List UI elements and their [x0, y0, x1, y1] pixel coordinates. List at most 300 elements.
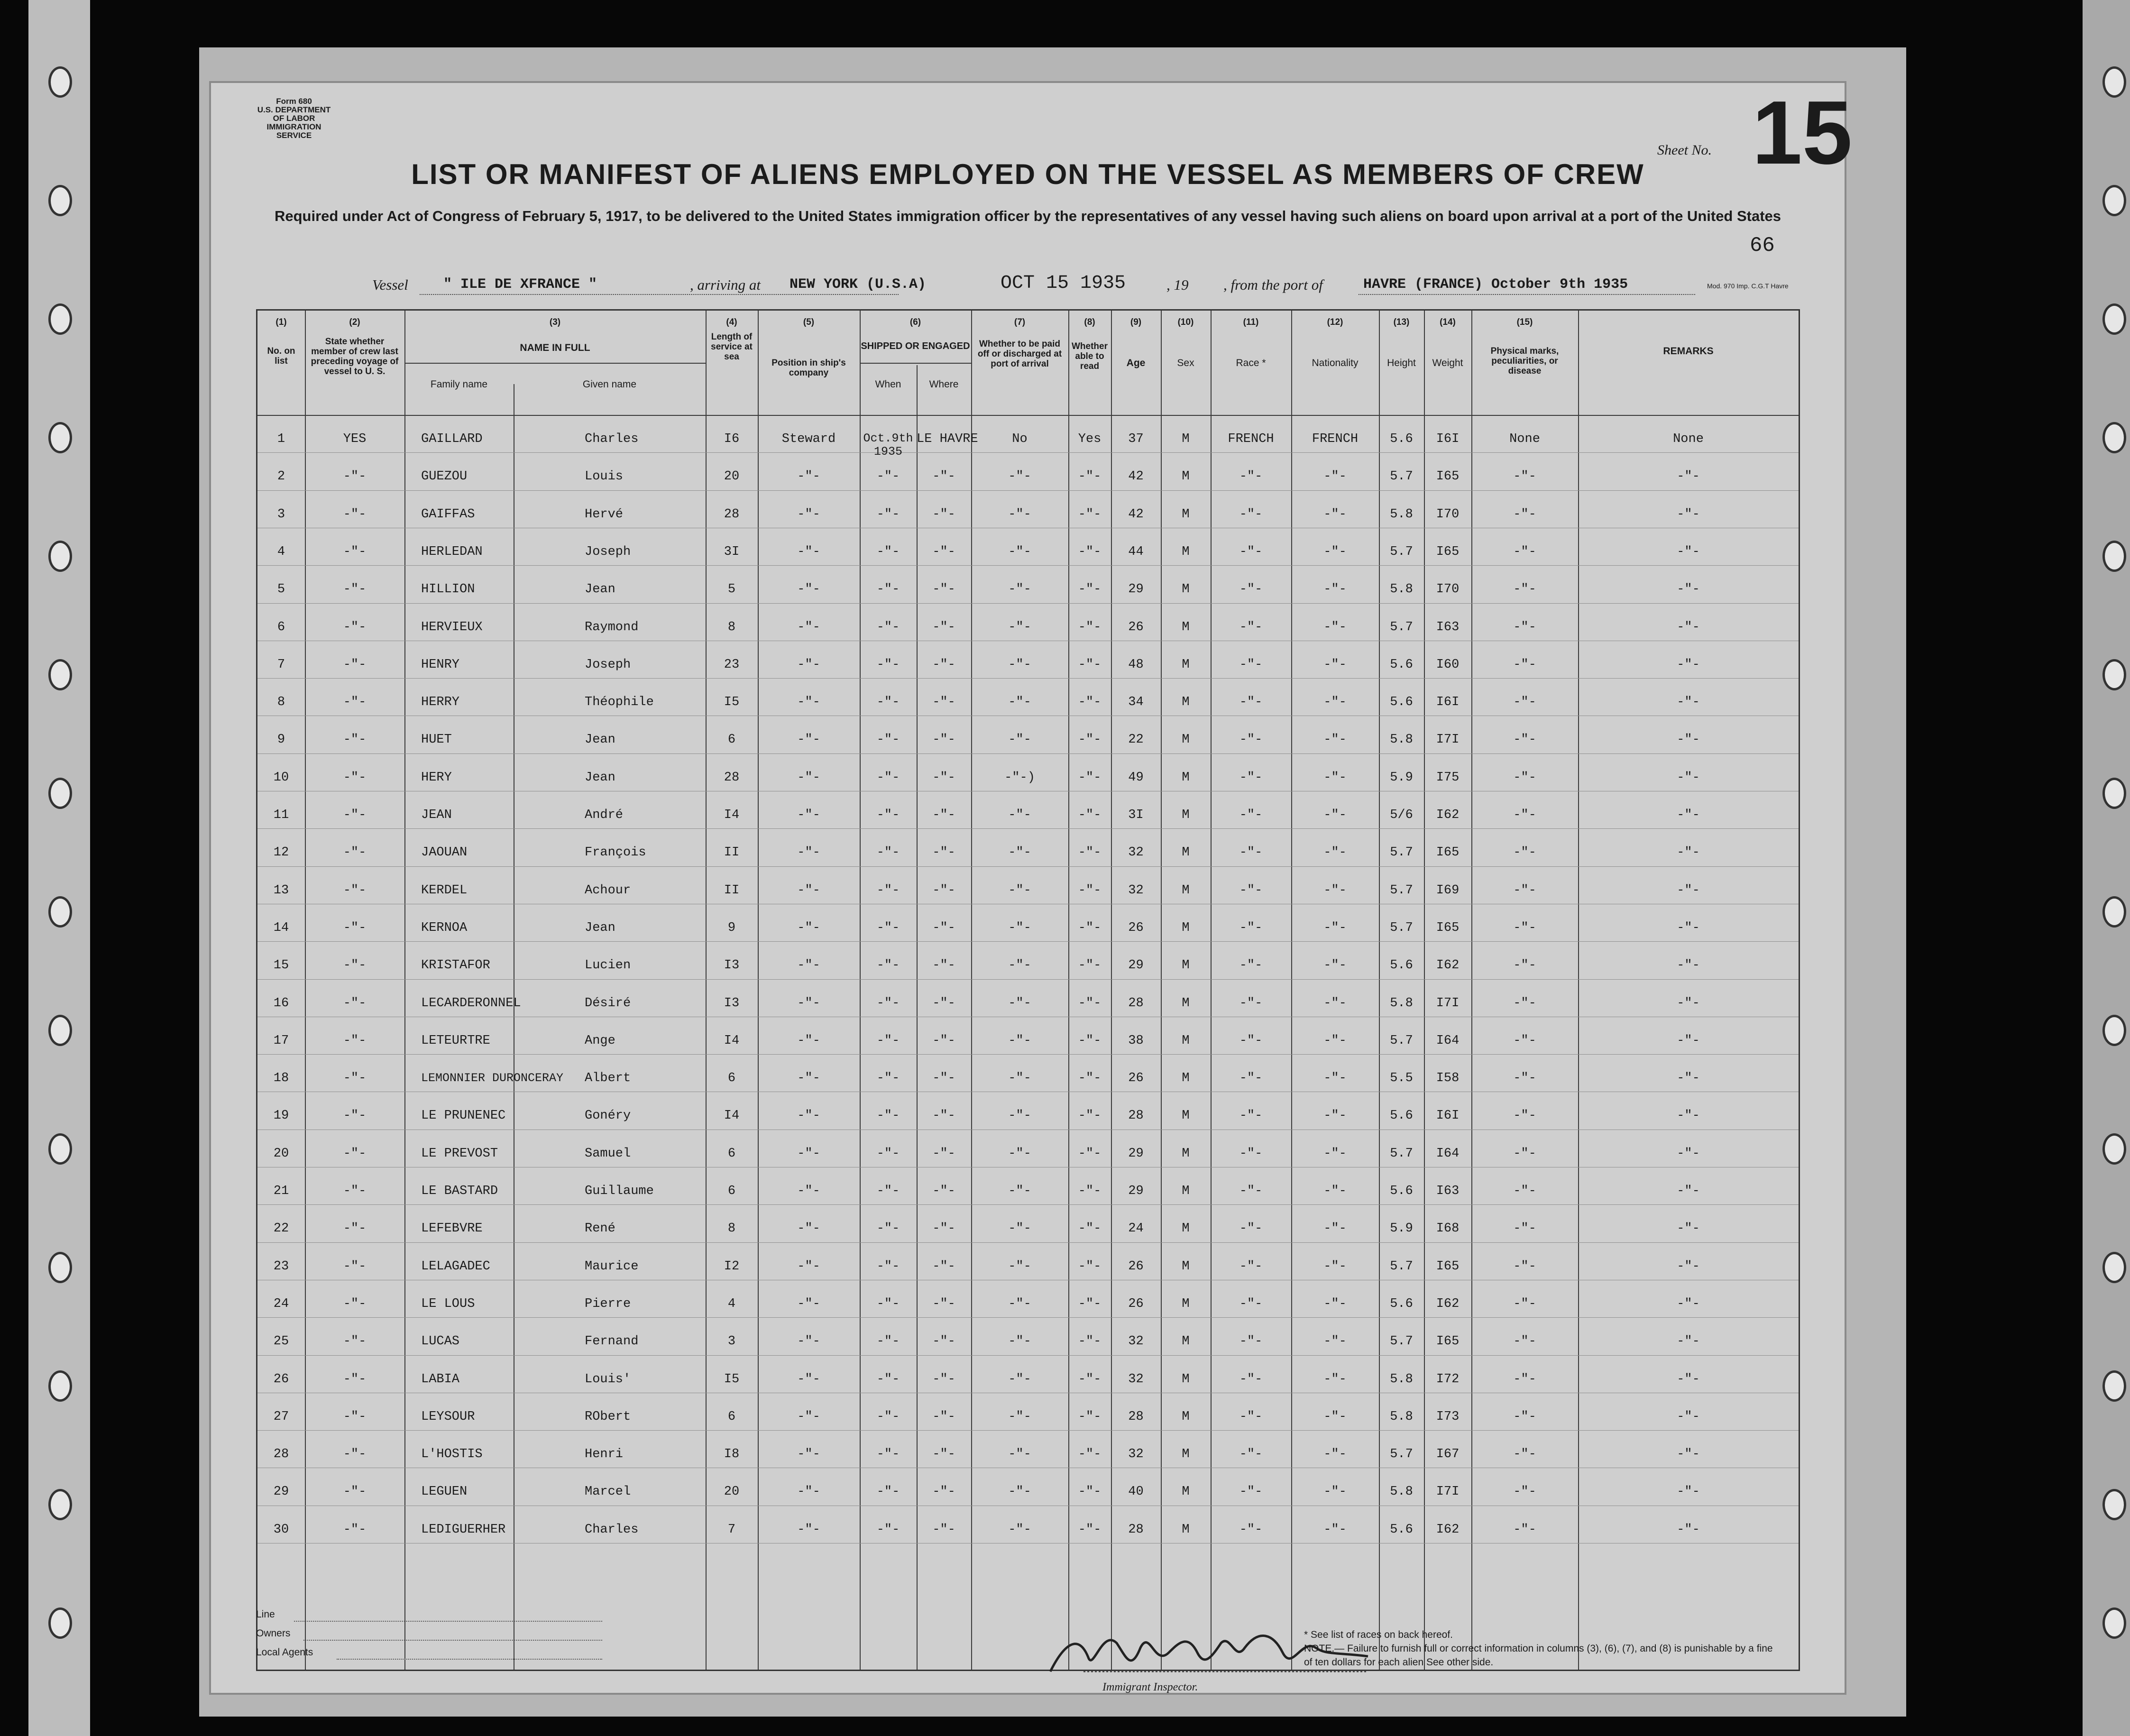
cell-paid: -"-	[1008, 1447, 1031, 1462]
cell-position: -"-	[797, 582, 820, 597]
cell-given: Charles	[585, 432, 639, 446]
cell-no: 19	[273, 1109, 289, 1123]
cell-age: 26	[1128, 920, 1144, 935]
cell-weight: I62	[1436, 1522, 1460, 1537]
cell-where: -"-	[932, 1372, 955, 1387]
cell-when: -"-	[876, 1296, 900, 1311]
colnum-7: (7)	[1014, 317, 1026, 327]
cell-read: -"-	[1078, 469, 1102, 484]
cell-position: Steward	[781, 432, 836, 446]
row-divider	[257, 678, 1799, 679]
cell-length: 9	[727, 920, 736, 935]
cell-position: -"-	[797, 1372, 820, 1387]
cell-position: -"-	[797, 507, 820, 522]
cell-marks: -"-	[1513, 1033, 1536, 1048]
cell-sex: M	[1182, 845, 1190, 860]
cell-where: -"-	[932, 883, 955, 898]
cell-height: 5.5	[1390, 1071, 1413, 1086]
cell-where: -"-	[932, 582, 955, 597]
cell-state: -"-	[343, 883, 367, 898]
cell-state: -"-	[343, 1033, 367, 1048]
cell-paid: -"-	[1008, 1033, 1031, 1048]
cell-nationality: -"-	[1323, 733, 1347, 747]
cell-remarks: -"-	[1677, 1409, 1700, 1424]
cell-family: LETEURTRE	[421, 1033, 490, 1048]
cell-no: 15	[273, 958, 289, 973]
cell-remarks: -"-	[1677, 1071, 1700, 1086]
cell-length: I4	[724, 1109, 740, 1123]
cell-remarks: -"-	[1677, 1184, 1700, 1198]
cell-marks: -"-	[1513, 1522, 1536, 1537]
hdr-name-in-full: NAME IN FULL	[520, 342, 590, 353]
cell-nationality: -"-	[1323, 1259, 1347, 1274]
cell-family: HUET	[421, 733, 452, 747]
hdr-where: Where	[929, 379, 959, 390]
cell-position: -"-	[797, 544, 820, 559]
film-hole	[2102, 1252, 2126, 1283]
cell-where: -"-	[932, 808, 955, 822]
cell-remarks: -"-	[1677, 770, 1700, 785]
cell-where: -"-	[932, 507, 955, 522]
cell-weight: I68	[1436, 1222, 1460, 1236]
cell-no: 7	[277, 657, 285, 672]
cell-length: 8	[727, 1222, 736, 1236]
cell-length: 3I	[724, 544, 740, 559]
cell-when: -"-	[876, 1259, 900, 1274]
cell-age: 26	[1128, 1259, 1144, 1274]
local-agents-label: Local Agents	[256, 1647, 313, 1658]
colnum-10: (10)	[1177, 317, 1194, 327]
cell-when: -"-	[876, 1109, 900, 1123]
cell-sex: M	[1182, 1409, 1190, 1424]
cell-paid: -"-	[1008, 582, 1031, 597]
cell-age: 32	[1128, 883, 1144, 898]
cell-height: 5.7	[1390, 469, 1413, 484]
cell-no: 2	[277, 469, 285, 484]
cell-family: HERVIEUX	[421, 620, 483, 634]
cell-nationality: -"-	[1323, 1146, 1347, 1161]
sheet-number: 15	[1752, 83, 1853, 183]
cell-when: -"-	[876, 620, 900, 634]
cell-age: 26	[1128, 620, 1144, 634]
cell-remarks: -"-	[1677, 1372, 1700, 1387]
cell-length: I3	[724, 958, 740, 973]
cell-length: 6	[727, 1184, 736, 1198]
cell-nationality: -"-	[1323, 507, 1347, 522]
cell-when: -"-	[876, 1447, 900, 1462]
side-number: 66	[1750, 234, 1775, 257]
cell-paid: -"-	[1008, 958, 1031, 973]
cell-read: -"-	[1078, 582, 1102, 597]
cell-position: -"-	[797, 1296, 820, 1311]
colnum-13: (13)	[1393, 317, 1410, 327]
cell-age: 28	[1128, 996, 1144, 1010]
cell-age: 44	[1128, 544, 1144, 559]
cell-when: -"-	[876, 996, 900, 1010]
cell-sex: M	[1182, 432, 1190, 446]
footnote	[1304, 1628, 1778, 1669]
cell-paid: -"-	[1008, 733, 1031, 747]
cell-race: -"-	[1239, 695, 1263, 710]
cell-sex: M	[1182, 1447, 1190, 1462]
page-subtitle: Required under Act of Congress of February 5, 1917, to be delivered to the United States immigration officer by the representatives of any vessel having such aliens on board upon arrival at a port of the United States	[274, 208, 1781, 224]
cell-read: -"-	[1078, 1071, 1102, 1086]
cell-read: -"-	[1078, 996, 1102, 1010]
cell-where: -"-	[932, 1109, 955, 1123]
cell-height: 5.8	[1390, 1409, 1413, 1424]
cell-nationality: -"-	[1323, 1409, 1347, 1424]
cell-state: -"-	[343, 958, 367, 973]
cell-remarks: -"-	[1677, 883, 1700, 898]
cell-paid: -"-	[1008, 1485, 1031, 1499]
cell-height: 5.6	[1390, 432, 1413, 446]
cell-marks: -"-	[1513, 1184, 1536, 1198]
vessel-label: Vessel	[372, 276, 408, 293]
cell-remarks: -"-	[1677, 1109, 1700, 1123]
cell-sex: M	[1182, 1184, 1190, 1198]
cell-weight: I65	[1436, 1259, 1460, 1274]
printer-mark: Mod. 970 Imp. C.G.T Havre	[1707, 282, 1789, 290]
from-label: , from the port of	[1223, 276, 1323, 293]
cell-given: Pierre	[585, 1296, 631, 1311]
film-hole	[48, 303, 72, 335]
row-divider	[257, 1242, 1799, 1243]
cell-marks: -"-	[1513, 1372, 1536, 1387]
cell-no: 13	[273, 883, 289, 898]
cell-height: 5.8	[1390, 1372, 1413, 1387]
cell-read: -"-	[1078, 1372, 1102, 1387]
cell-remarks: -"-	[1677, 845, 1700, 860]
cell-weight: I7I	[1436, 996, 1460, 1010]
hdr-length-service: Length of service at sea	[711, 332, 753, 362]
film-hole	[48, 422, 72, 453]
cell-marks: -"-	[1513, 695, 1536, 710]
cell-state: -"-	[343, 1222, 367, 1236]
cell-when: -"-	[876, 1334, 900, 1349]
cell-height: 5.7	[1390, 1146, 1413, 1161]
cell-given: Maurice	[585, 1259, 639, 1274]
film-hole	[2102, 1607, 2126, 1639]
cell-paid: -"-	[1008, 920, 1031, 935]
cell-when: Oct.9th 1935	[863, 432, 913, 459]
cell-sex: M	[1182, 1222, 1190, 1236]
cell-where: -"-	[932, 1485, 955, 1499]
cell-read: -"-	[1078, 1259, 1102, 1274]
cell-no: 30	[273, 1522, 289, 1537]
cell-race: -"-	[1239, 469, 1263, 484]
cell-marks: -"-	[1513, 620, 1536, 634]
cell-sex: M	[1182, 1259, 1190, 1274]
cell-sex: M	[1182, 920, 1190, 935]
cell-state: -"-	[343, 1522, 367, 1537]
year-label: , 19	[1166, 276, 1189, 293]
film-hole	[48, 1489, 72, 1520]
cell-length: 7	[727, 1522, 736, 1537]
cell-nationality: -"-	[1323, 620, 1347, 634]
cell-family: GAILLARD	[421, 432, 483, 446]
cell-race: -"-	[1239, 1146, 1263, 1161]
cell-when: -"-	[876, 883, 900, 898]
cell-race: FRENCH	[1228, 432, 1274, 446]
cell-height: 5.7	[1390, 544, 1413, 559]
cell-height: 5.6	[1390, 1522, 1413, 1537]
cell-given: Joseph	[585, 657, 631, 672]
film-hole	[2102, 1015, 2126, 1046]
cell-nationality: -"-	[1323, 1109, 1347, 1123]
cell-given: Marcel	[585, 1485, 631, 1499]
film-hole	[2102, 1489, 2126, 1520]
hdr-family-name: Family name	[430, 379, 488, 390]
cell-race: -"-	[1239, 733, 1263, 747]
cell-given: Achour	[585, 883, 631, 898]
cell-marks: None	[1509, 432, 1540, 446]
cell-age: 49	[1128, 770, 1144, 785]
cell-length: II	[724, 845, 740, 860]
cell-read: -"-	[1078, 1447, 1102, 1462]
cell-family: HERY	[421, 770, 452, 785]
cell-weight: I70	[1436, 582, 1460, 597]
cell-paid: -"-	[1008, 544, 1031, 559]
film-hole	[2102, 1370, 2126, 1402]
hdr-no-on-list: No. on list	[267, 346, 295, 366]
cell-marks: -"-	[1513, 770, 1536, 785]
colnum-5: (5)	[803, 317, 815, 327]
cell-no: 27	[273, 1409, 289, 1424]
cell-read: -"-	[1078, 1485, 1102, 1499]
cell-when: -"-	[876, 1071, 900, 1086]
cell-when: -"-	[876, 1485, 900, 1499]
cell-read: -"-	[1078, 1334, 1102, 1349]
cell-no: 6	[277, 620, 285, 634]
cell-weight: I7I	[1436, 1485, 1460, 1499]
cell-position: -"-	[797, 883, 820, 898]
cell-read: -"-	[1078, 808, 1102, 822]
hdr-whether-paid: Whether to be paid off or discharged at port of arrival	[977, 339, 1062, 369]
cell-given: Jean	[585, 733, 615, 747]
cell-sex: M	[1182, 1296, 1190, 1311]
cell-weight: I69	[1436, 883, 1460, 898]
cell-weight: I65	[1436, 544, 1460, 559]
hdr-height: Height	[1387, 358, 1416, 368]
cell-where: -"-	[932, 620, 955, 634]
cell-state: -"-	[343, 695, 367, 710]
cell-age: 24	[1128, 1222, 1144, 1236]
cell-height: 5.7	[1390, 920, 1413, 935]
cell-sex: M	[1182, 469, 1190, 484]
cell-marks: -"-	[1513, 1409, 1536, 1424]
vessel-line	[211, 273, 1845, 301]
cell-family: HILLION	[421, 582, 475, 597]
cell-length: 3	[727, 1334, 736, 1349]
cell-marks: -"-	[1513, 808, 1536, 822]
cell-race: -"-	[1239, 1485, 1263, 1499]
cell-read: -"-	[1078, 1409, 1102, 1424]
cell-paid: -"-	[1008, 845, 1031, 860]
cell-nationality: -"-	[1323, 1485, 1347, 1499]
cell-height: 5.6	[1390, 657, 1413, 672]
cell-weight: I67	[1436, 1447, 1460, 1462]
cell-paid: -"-	[1008, 883, 1031, 898]
cell-where: -"-	[932, 1259, 955, 1274]
cell-family: KERDEL	[421, 883, 468, 898]
film-hole	[48, 1370, 72, 1402]
arriving-label: , arriving at	[690, 276, 761, 293]
cell-state: -"-	[343, 657, 367, 672]
cell-height: 5.6	[1390, 1184, 1413, 1198]
cell-state: -"-	[343, 1334, 367, 1349]
cell-age: 48	[1128, 657, 1144, 672]
cell-length: II	[724, 883, 740, 898]
cell-paid: -"-	[1008, 1372, 1031, 1387]
cell-remarks: -"-	[1677, 1033, 1700, 1048]
cell-marks: -"-	[1513, 1146, 1536, 1161]
cell-state: -"-	[343, 1184, 367, 1198]
colnum-9: (9)	[1130, 317, 1142, 327]
cell-no: 17	[273, 1033, 289, 1048]
cell-given: Fernand	[585, 1334, 639, 1349]
cell-when: -"-	[876, 544, 900, 559]
cell-marks: -"-	[1513, 1296, 1536, 1311]
cell-race: -"-	[1239, 507, 1263, 522]
cell-nationality: -"-	[1323, 582, 1347, 597]
cell-no: 8	[277, 695, 285, 710]
cell-given: Louis	[585, 469, 624, 484]
cell-remarks: -"-	[1677, 469, 1700, 484]
colnum-4: (4)	[726, 317, 737, 327]
row-divider	[257, 603, 1799, 604]
cell-length: 6	[727, 733, 736, 747]
arriving-port: NEW YORK (U.S.A)	[790, 276, 927, 293]
cell-read: -"-	[1078, 657, 1102, 672]
cell-paid: -"-	[1008, 1184, 1031, 1198]
cell-age: 29	[1128, 582, 1144, 597]
cell-paid: -"-	[1008, 1522, 1031, 1537]
cell-read: -"-	[1078, 507, 1102, 522]
cell-remarks: -"-	[1677, 1485, 1700, 1499]
hdr-remarks: REMARKS	[1663, 346, 1714, 357]
row-divider	[257, 452, 1799, 453]
row-divider	[257, 828, 1799, 829]
cell-age: 28	[1128, 1409, 1144, 1424]
cell-height: 5.7	[1390, 1259, 1413, 1274]
cell-race: -"-	[1239, 770, 1263, 785]
cell-no: 1	[277, 432, 285, 446]
cell-marks: -"-	[1513, 469, 1536, 484]
film-hole	[48, 1252, 72, 1283]
film-hole	[2102, 659, 2126, 690]
cell-nationality: -"-	[1323, 1071, 1347, 1086]
cell-family: HERLEDAN	[421, 544, 483, 559]
cell-age: 29	[1128, 1184, 1144, 1198]
cell-length: 4	[727, 1296, 736, 1311]
cell-no: 12	[273, 845, 289, 860]
cell-family: LELAGADEC	[421, 1259, 490, 1274]
cell-sex: M	[1182, 808, 1190, 822]
cell-nationality: -"-	[1323, 996, 1347, 1010]
cell-state: -"-	[343, 1296, 367, 1311]
cell-no: 26	[273, 1372, 289, 1387]
cell-nationality: -"-	[1323, 1033, 1347, 1048]
cell-nationality: -"-	[1323, 1222, 1347, 1236]
cell-given: René	[585, 1222, 615, 1236]
cell-given: Joseph	[585, 544, 631, 559]
cell-sex: M	[1182, 1146, 1190, 1161]
film-hole	[2102, 185, 2126, 216]
cell-sex: M	[1182, 620, 1190, 634]
cell-position: -"-	[797, 845, 820, 860]
cell-length: I8	[724, 1447, 740, 1462]
cell-marks: -"-	[1513, 1447, 1536, 1462]
cell-marks: -"-	[1513, 1222, 1536, 1236]
cell-length: 8	[727, 620, 736, 634]
cell-state: -"-	[343, 1447, 367, 1462]
cell-age: 42	[1128, 507, 1144, 522]
cell-state: -"-	[343, 920, 367, 935]
cell-sex: M	[1182, 657, 1190, 672]
cell-remarks: -"-	[1677, 996, 1700, 1010]
colnum-15: (15)	[1516, 317, 1533, 327]
row-divider	[257, 1204, 1799, 1205]
cell-remarks: -"-	[1677, 1522, 1700, 1537]
cell-race: -"-	[1239, 808, 1263, 822]
cell-weight: I70	[1436, 507, 1460, 522]
cell-age: 28	[1128, 1109, 1144, 1123]
line-label: Line	[256, 1609, 275, 1620]
hdr-weight: Weight	[1432, 358, 1463, 368]
cell-sex: M	[1182, 996, 1190, 1010]
cell-given: André	[585, 808, 624, 822]
colnum-11: (11)	[1243, 317, 1259, 327]
cell-family: LEGUEN	[421, 1485, 468, 1499]
cell-family: GAIFFAS	[421, 507, 475, 522]
cell-read: Yes	[1078, 432, 1102, 446]
cell-paid: -"-	[1008, 620, 1031, 634]
cell-position: -"-	[797, 1071, 820, 1086]
cell-length: 28	[724, 507, 740, 522]
cell-marks: -"-	[1513, 920, 1536, 935]
cell-remarks: -"-	[1677, 1222, 1700, 1236]
cell-weight: I6I	[1436, 432, 1460, 446]
cell-state: -"-	[343, 469, 367, 484]
cell-state: -"-	[343, 808, 367, 822]
cell-given: RObert	[585, 1409, 631, 1424]
cell-given: Louis'	[585, 1372, 631, 1387]
cell-given: Charles	[585, 1522, 639, 1537]
cell-state: -"-	[343, 845, 367, 860]
film-hole	[2102, 1133, 2126, 1165]
row-divider	[257, 565, 1799, 566]
cell-remarks: -"-	[1677, 544, 1700, 559]
cell-weight: I58	[1436, 1071, 1460, 1086]
cell-position: -"-	[797, 1334, 820, 1349]
cell-no: 28	[273, 1447, 289, 1462]
colnum-12: (12)	[1327, 317, 1343, 327]
cell-nationality: -"-	[1323, 1447, 1347, 1462]
cell-where: -"-	[932, 657, 955, 672]
cell-when: -"-	[876, 770, 900, 785]
cell-age: 29	[1128, 958, 1144, 973]
hdr-sex: Sex	[1177, 358, 1194, 368]
cell-height: 5.6	[1390, 1296, 1413, 1311]
cell-age: 32	[1128, 1372, 1144, 1387]
cell-remarks: None	[1673, 432, 1704, 446]
cell-no: 20	[273, 1146, 289, 1161]
cell-length: 5	[727, 582, 736, 597]
cell-sex: M	[1182, 1522, 1190, 1537]
cell-state: -"-	[343, 582, 367, 597]
cell-remarks: -"-	[1677, 1334, 1700, 1349]
cell-race: -"-	[1239, 1222, 1263, 1236]
